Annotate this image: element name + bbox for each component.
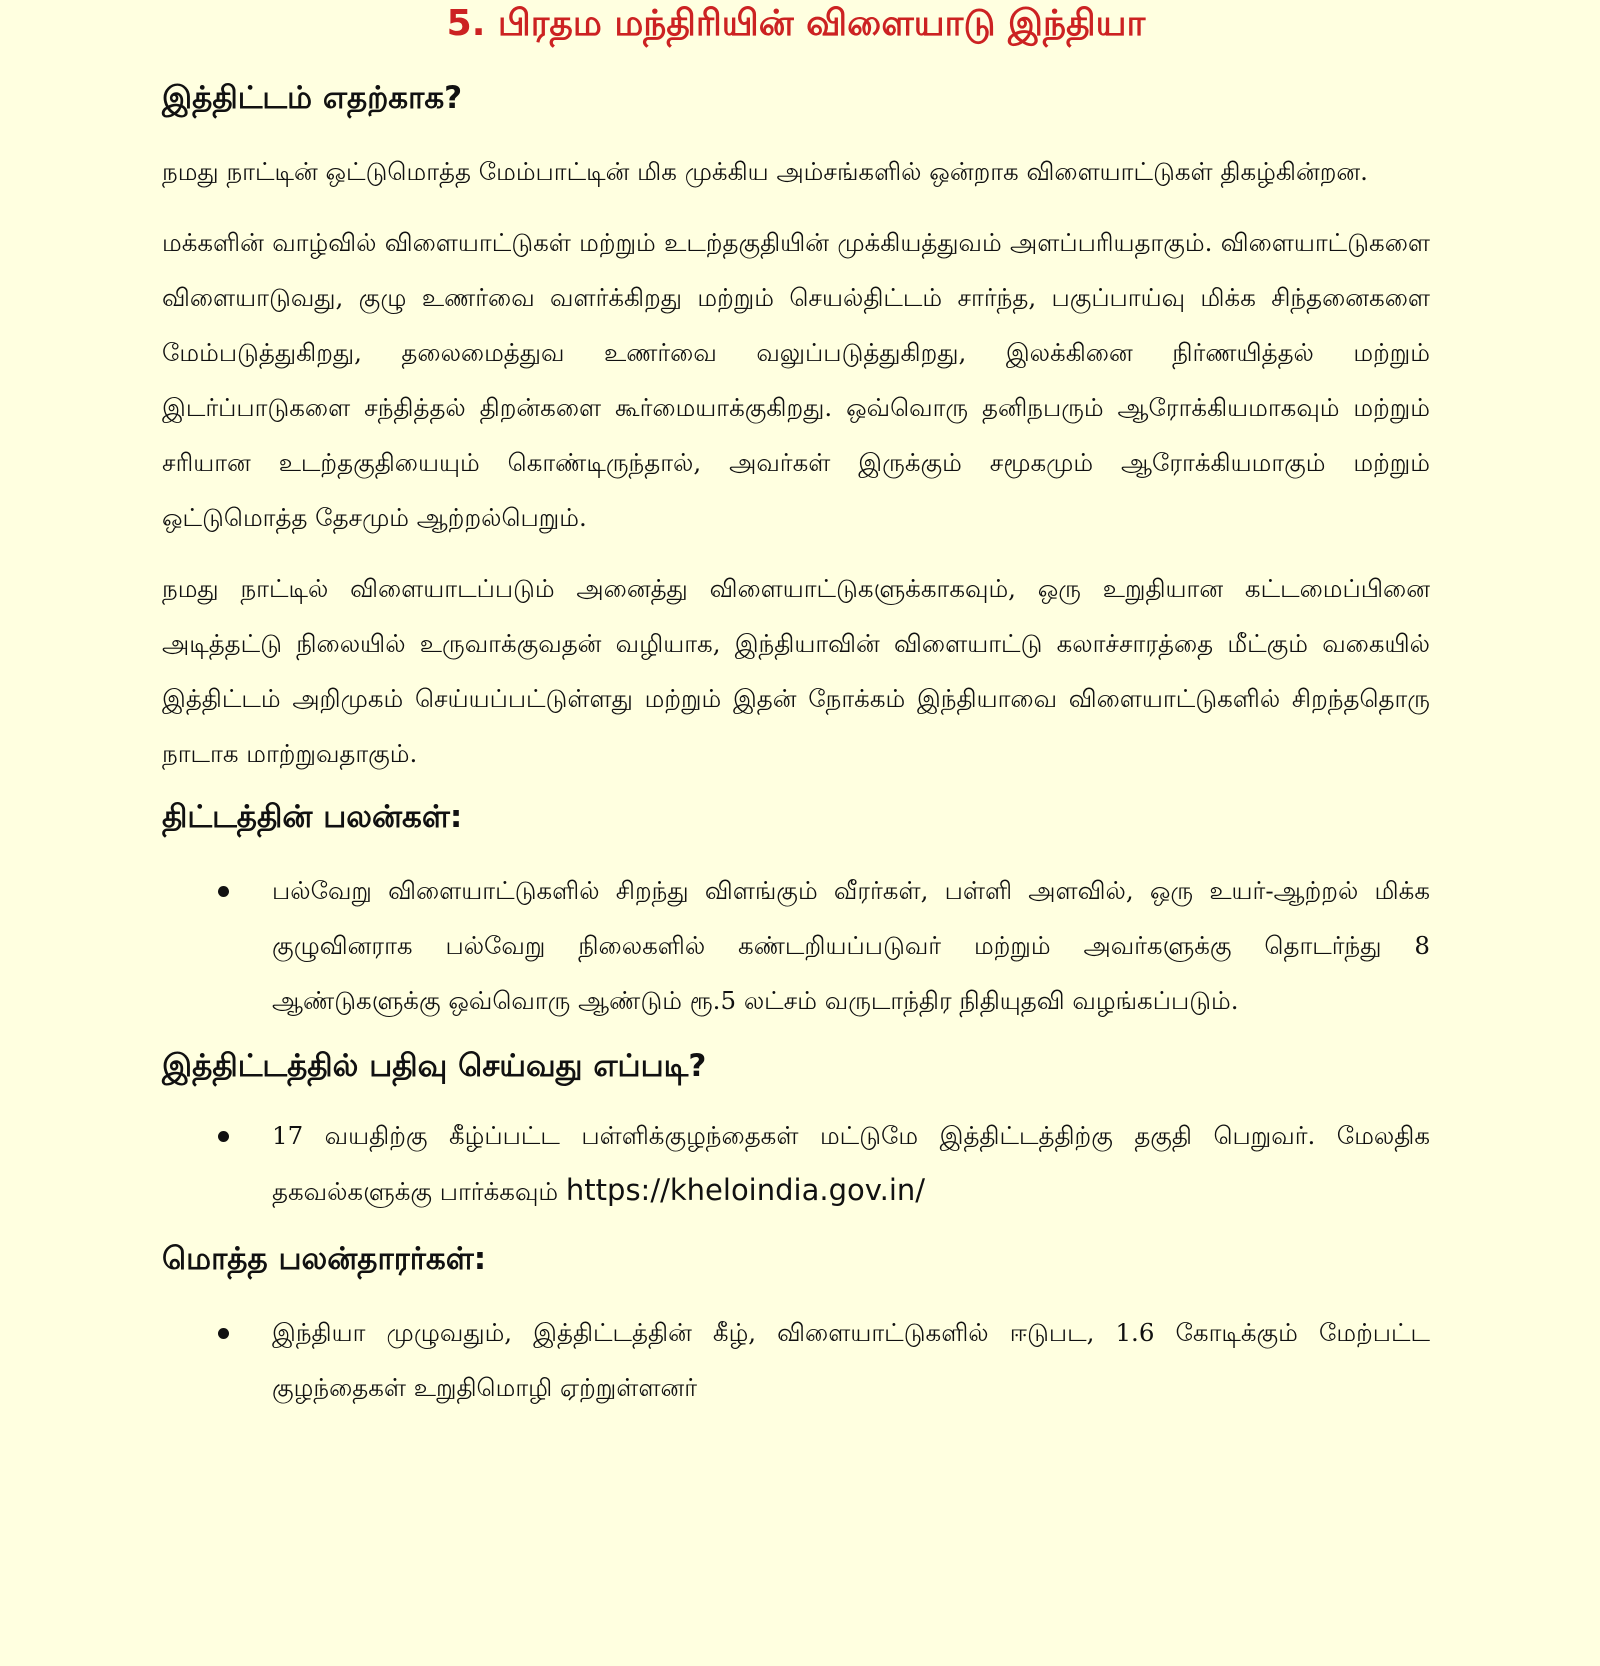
section-heading-why: இத்திட்டம் எதற்காக? — [162, 80, 463, 116]
list-item-text: பல்வேறு விளையாட்டுகளில் சிறந்து விளங்கும் வீரர்கள், பள்ளி அளவில், ஒரு உயர்-ஆற்றல் மிக்க குழுவினராக பல்வேறு நிலைகளில் கண்டறியப்படுவர் மற்றும் அவர்களுக்கு தொடர்ந்து 8 ஆண்டுகளுக்கு ஒவ்வொரு ஆண்டும் ரூ.5 லட்சம் வருடாந்திர நிதியுதவி வழங்கப்படும். — [272, 876, 1430, 1015]
list-item-text: இந்தியா முழுவதும், இத்திட்டத்தின் கீழ், விளையாட்டுகளில் ஈடுபட, 1.6 கோடிக்கும் மேற்பட்ட குழந்தைகள் உறுதிமொழி ஏற்றுள்ளனர் — [272, 1318, 1430, 1402]
paragraph-intro: நமது நாட்டின் ஒட்டுமொத்த மேம்பாட்டின் மிக முக்கிய அம்சங்களில் ஒன்றாக விளையாட்டுகள் திகழ்கின்றன. — [162, 157, 1368, 186]
section-heading-beneficiaries: மொத்த பலன்தாரர்கள்: — [162, 1241, 487, 1277]
paragraph-objective: நமது நாட்டில் விளையாடப்படும் அனைத்து விளையாட்டுகளுக்காகவும், ஒரு உறுதியான கட்டமைப்பினை அடித்தட்டு நிலையில் உருவாக்குவதன் வழியாக, இந்தியாவின் விளையாட்டு கலாச்சாரத்தை மீட்கும் வகையில் இத்திட்டம் அறிமுகம் செய்யப்பட்டுள்ளது மற்றும் இதன் நோக்கம் இந்தியாவை விளையாட்டுகளில் சிறந்ததொரு நாடாக மாற்றுவதாகும். — [162, 574, 1430, 768]
list-item — [162, 1305, 1430, 1415]
bullet-icon — [218, 1131, 229, 1142]
beneficiaries-list — [162, 1305, 1430, 1415]
benefits-list — [162, 863, 1430, 1028]
bullet-icon — [218, 1328, 229, 1339]
register-list — [162, 1108, 1430, 1219]
paragraph-importance: மக்களின் வாழ்வில் விளையாட்டுகள் மற்றும் உடற்தகுதியின் முக்கியத்துவம் அளப்பரியதாகும். விளையாட்டுகளை விளையாடுவது, குழு உணர்வை வளர்க்கிறது மற்றும் செயல்திட்டம் சார்ந்த, பகுப்பாய்வு மிக்க சிந்தனைகளை மேம்படுத்துகிறது, தலைமைத்துவ உணர்வை வலுப்படுத்துகிறது, இலக்கினை நிர்ணயித்தல் மற்றும் இடர்ப்பாடுகளை சந்தித்தல் திறன்களை கூர்மையாக்குகிறது. ஒவ்வொரு தனிநபரும் ஆரோக்கியமாகவும் மற்றும் சரியான உடற்தகுதியையும் கொண்டிருந்தால், அவர்கள் இருக்கும் சமூகமும் ஆரோக்கியமாகும் மற்றும் ஒட்டுமொத்த தேசமும் ஆற்றல்பெறும். — [162, 228, 1430, 532]
list-item — [162, 1108, 1430, 1219]
page-title: 5. பிரதம மந்திரியின் விளையாடு இந்தியா — [446, 3, 1146, 44]
list-item — [162, 863, 1430, 1028]
section-heading-benefits: திட்டத்தின் பலன்கள்: — [162, 799, 463, 835]
bullet-icon — [218, 886, 229, 897]
list-item-text: 17 வயதிற்கு கீழ்ப்பட்ட பள்ளிக்குழந்தைகள் மட்டுமே இத்திட்டத்திற்கு தகுதி பெறுவர். மேலதிக தகவல்களுக்கு பார்க்கவும் — [272, 1121, 1430, 1206]
website-link[interactable]: https://kheloindia.gov.in/ — [565, 1173, 926, 1207]
section-heading-register: இத்திட்டத்தில் பதிவு செய்வது எப்படி? — [162, 1048, 707, 1084]
